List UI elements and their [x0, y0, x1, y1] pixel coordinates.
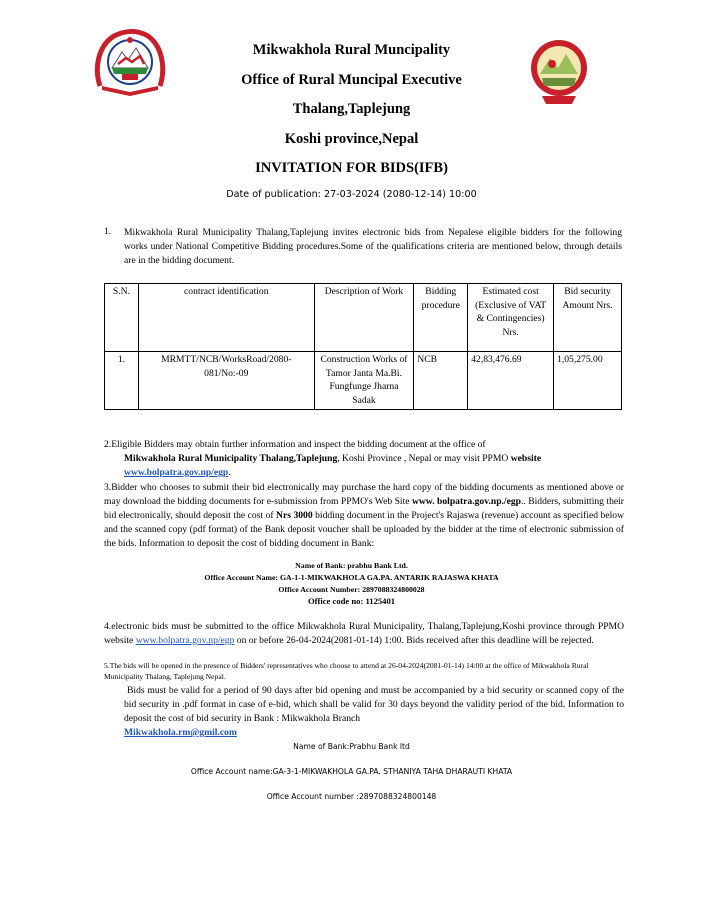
table-cell: NCB: [414, 352, 468, 410]
table-cell: 1.: [105, 352, 139, 410]
para3: [104, 481, 624, 551]
para2-line1: 2.Eligible Bidders may obtain further information and inspect the bidding document at the office of: [104, 439, 486, 450]
para3-cost: Nrs 3000: [276, 510, 313, 521]
bank1-account-name: Office Account Name: GA-1-1-MIKWAKHOLA GA.PA. ANTARIK RAJASWA KHATA: [204, 573, 499, 582]
table-header-cell: contract identification: [138, 284, 314, 352]
bank2-account-number: Office Account number :2897088324800148: [266, 792, 437, 801]
bank1-account-number: Office Account Number: 2897088324800028: [278, 585, 425, 594]
para2-mid: , Koshi Province , Nepal or may visit PPMO: [337, 453, 511, 464]
para3-site: www. bolpatra.gov.np./egp: [411, 496, 521, 507]
para3-text-b: .. Bidders, submitting their bid electronically, should deposit the cost of: [104, 496, 624, 521]
para2-end: .: [228, 467, 231, 478]
table-cell: 42,83,476.69: [468, 352, 554, 410]
bank2-account-name: Office Account name:GA-3-1-MIKWAKHOLA GA.PA. STHANIYA TAHA DHARAUTI KHATA: [190, 767, 513, 776]
table-header-cell: Bid security Amount Nrs.: [554, 284, 622, 352]
publication-date: Date of publication: 27-03-2024 (2080-12-14) 10:00: [226, 189, 477, 200]
para4-text-b: on or before 26-04-2024(2081-01-14) 1:00. Bids received after this deadline will be rejected.: [234, 635, 594, 646]
office-name: Office of Rural Muncipal Executive: [241, 72, 462, 88]
para5: 5.The bids will be opened in the presence of Bidders' representatives who choose to attend at 26-04-2024(2081-01-14) 14:00 at the office of Mikwakhola Rural Municipality Thalang, Taplejung Nepal.: [104, 661, 589, 681]
table-cell: 1,05,275.00: [554, 352, 622, 410]
para2-office-bold: Mikwakhola Rural Municipality Thalang,Taplejung: [124, 453, 338, 464]
para4: [104, 620, 624, 648]
para4-link[interactable]: www.bolpatra.gov.np/egp: [135, 635, 235, 646]
bids-table: [104, 283, 622, 410]
province-line: Koshi province,Nepal: [284, 131, 419, 147]
table-header-cell: Description of Work: [314, 284, 414, 352]
bank1-office-code: Office code no: 1125401: [307, 596, 396, 606]
location-line: Thalang,Taplejung: [292, 101, 411, 117]
para2-link[interactable]: www.bolpatra.gov.np/egp: [124, 467, 229, 478]
para6: Bids must be valid for a period of 90 days after bid opening and must be accompanied by a bid security or scanned copy of the bid security in .pdf format in case of e-bid, which shall be valid for 30 days beyond the validity period of the bid. Information to deposit the cost of bid security in Bank : Mikwakhola Branch: [124, 685, 624, 724]
document-title: INVITATION FOR BIDS(IFB): [255, 160, 448, 176]
table-header-cell: Bidding procedure: [414, 284, 468, 352]
table-cell: Construction Works of Tamor Janta Ma.Bi. Fungfunge Jharna Sadak: [314, 352, 414, 410]
municipality-name: Mikwakhola Rural Muncipality: [252, 42, 451, 58]
table-header-cell: Estimated cost (Exclusive of VAT & Contingencies) Nrs.: [468, 284, 554, 352]
table-row: [105, 352, 622, 410]
para4-text-a: 4.electronic bids must be submitted to the office Mikwakhola Rural Municipality, Thalang,Taplejung,Koshi province through PPMO website: [104, 621, 624, 646]
table-header-row: [105, 284, 622, 352]
para1-text: Mikwakhola Rural Municipality Thalang,Taplejung invites electronic bids from Nepalese eligible bidders for the following works under National Competitive Bidding procedures.Some of the qualifications criteria are mentioned below, through details are in the bidding document.: [124, 227, 622, 266]
bank2-name: Name of Bank:Prabhu Bank ltd: [293, 742, 410, 751]
bank1-name: Name of Bank: prabhu Bank Ltd.: [295, 561, 408, 570]
table-header-cell: S.N.: [105, 284, 139, 352]
para2-body: [124, 452, 624, 480]
para2-website-label: website: [510, 453, 542, 464]
para1-number: 1.: [104, 226, 112, 237]
email-link[interactable]: Mikwakhola.rm@gmil.com: [124, 727, 237, 738]
para3-text-c: bidding document in the Project's Rajaswa (revenue) account as specified below and the scanned copy (pdf format) of the Bank deposit voucher shall be uploaded by the bidder at the time of electronic submission of the bids. Information to deposit the cost of bidding document in Bank:: [104, 510, 624, 549]
para3-text-a: 3.Bidder who chooses to submit their bid electronically may purchase the hard copy of the bidding documents as mentioned above or may download the bidding documents for e-submission from PPMO's Web Site: [104, 482, 624, 507]
table-cell: MRMTT/NCB/WorksRoad/2080-081/No:-09: [138, 352, 314, 410]
